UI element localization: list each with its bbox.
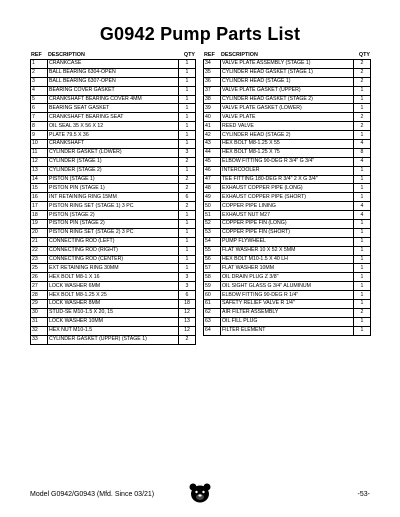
ref-cell: 62 — [204, 308, 221, 317]
qty-cell: 1 — [354, 282, 371, 291]
description-cell: PISTON (STAGE 1) — [48, 175, 179, 184]
ref-cell: 39 — [204, 104, 221, 113]
qty-cell: 1 — [354, 237, 371, 246]
ref-cell: 10 — [31, 140, 48, 149]
description-cell: ELBOW FITTING 90-DEG R 1/4" — [221, 291, 354, 300]
table-row — [31, 317, 196, 326]
table-row — [204, 131, 371, 140]
table-row — [204, 86, 371, 95]
ref-header: REF — [31, 52, 42, 58]
table-row — [31, 166, 196, 175]
table-row — [204, 273, 371, 282]
table-row — [31, 255, 196, 264]
ref-cell: 5 — [31, 95, 48, 104]
description-cell: SAFETY RELIEF VALVE R 1/4" — [221, 300, 354, 309]
description-cell: HEX BOLT M8-1.25 X 75 — [221, 148, 354, 157]
qty-cell: 2 — [179, 184, 196, 193]
description-cell: HEX BOLT M8-1.25 X 55 — [221, 140, 354, 149]
description-cell: OIL SEAL 35 X 56 X 12 — [48, 122, 179, 131]
ref-cell: 45 — [204, 157, 221, 166]
qty-header: QTY — [358, 52, 370, 58]
description-cell: PUMP FLYWHEEL — [221, 237, 354, 246]
description-cell: CRANKSHAFT BEARING SEAT — [48, 113, 179, 122]
ref-cell: 51 — [204, 211, 221, 220]
qty-cell: 1 — [179, 211, 196, 220]
table-row — [204, 104, 371, 113]
table-row — [204, 255, 371, 264]
qty-cell: 3 — [179, 148, 196, 157]
table-row — [31, 273, 196, 282]
description-cell: OIL DRAIN PLUG Z 3/8" — [221, 273, 354, 282]
ref-cell: 53 — [204, 228, 221, 237]
ref-cell: 36 — [204, 77, 221, 86]
qty-cell: 1 — [179, 60, 196, 69]
table-row — [31, 291, 196, 300]
table-row — [204, 291, 371, 300]
qty-cell: 1 — [179, 228, 196, 237]
ref-cell: 48 — [204, 184, 221, 193]
qty-cell: 1 — [179, 264, 196, 273]
ref-cell: 6 — [31, 104, 48, 113]
description-cell: FLAT WASHER 10MM — [221, 264, 354, 273]
description-header: DESCRIPTION — [221, 52, 258, 58]
description-cell: LOCK WASHER 6MM — [48, 282, 179, 291]
qty-cell: 1 — [179, 77, 196, 86]
ref-cell: 56 — [204, 255, 221, 264]
ref-cell: 28 — [31, 291, 48, 300]
ref-cell: 58 — [204, 273, 221, 282]
table-row — [31, 148, 196, 157]
qty-cell: 6 — [179, 193, 196, 202]
ref-cell: 40 — [204, 113, 221, 122]
description-cell: PISTON PIN (STAGE 1) — [48, 184, 179, 193]
description-cell: STUD-SE M10-1.5 X 20, 15 — [48, 308, 179, 317]
ref-cell: 2 — [31, 68, 48, 77]
ref-cell: 9 — [31, 131, 48, 140]
description-cell: PISTON (STAGE 2) — [48, 211, 179, 220]
description-cell: AIR FILTER ASSEMBLY — [221, 308, 354, 317]
qty-cell: 13 — [179, 317, 196, 326]
qty-cell: 1 — [354, 246, 371, 255]
ref-cell: 54 — [204, 237, 221, 246]
qty-cell: 4 — [354, 211, 371, 220]
grizzly-bear-logo — [188, 482, 212, 504]
description-cell: PISTON RING SET (STAGE 1) 3 PC — [48, 202, 179, 211]
ref-cell: 32 — [31, 326, 48, 335]
qty-cell: 1 — [354, 95, 371, 104]
table-row — [31, 86, 196, 95]
table-row — [204, 148, 371, 157]
qty-cell: 2 — [179, 157, 196, 166]
description-cell: CYLINDER (STAGE 2) — [48, 166, 179, 175]
description-cell: TEE FITTING 180-DEG R 3/4" 2 X G 3/4" — [221, 175, 354, 184]
qty-cell: 1 — [179, 113, 196, 122]
table-row — [31, 157, 196, 166]
table-row — [31, 335, 196, 344]
qty-cell: 6 — [179, 291, 196, 300]
ref-cell: 29 — [31, 300, 48, 309]
description-cell: REED VALVE — [221, 122, 354, 131]
description-cell: EXT RETAINING RING 30MM — [48, 264, 179, 273]
table-row — [204, 140, 371, 149]
description-cell: BEARING SEAT GASKET — [48, 104, 179, 113]
ref-cell: 3 — [31, 77, 48, 86]
qty-cell: 1 — [354, 264, 371, 273]
ref-cell: 4 — [31, 86, 48, 95]
table-row — [31, 264, 196, 273]
table-row — [31, 68, 196, 77]
table-row — [31, 131, 196, 140]
description-cell: VALVE PLATE GASKET (UPPER) — [221, 86, 354, 95]
qty-cell: 1 — [354, 184, 371, 193]
ref-cell: 8 — [31, 122, 48, 131]
table-row — [31, 175, 196, 184]
table-row — [204, 175, 371, 184]
description-cell: CYLINDER HEAD GASKET (STAGE 2) — [221, 95, 354, 104]
description-cell: CRANKSHAFT — [48, 140, 179, 149]
qty-cell: 1 — [354, 86, 371, 95]
table-row — [204, 202, 371, 211]
qty-cell: 1 — [179, 246, 196, 255]
ref-cell: 11 — [31, 148, 48, 157]
ref-cell: 44 — [204, 148, 221, 157]
table-row — [204, 211, 371, 220]
ref-cell: 13 — [31, 166, 48, 175]
description-cell: HEX NUT M10-1.5 — [48, 326, 179, 335]
qty-cell: 1 — [354, 326, 371, 335]
description-cell: FILTER ELEMENT — [221, 326, 354, 335]
table-row — [204, 264, 371, 273]
description-cell: COPPER PIPE FIN (SHORT) — [221, 228, 354, 237]
table-row — [204, 166, 371, 175]
qty-cell: 1 — [179, 104, 196, 113]
qty-cell: 3 — [179, 273, 196, 282]
ref-cell: 14 — [31, 175, 48, 184]
table-row — [204, 122, 371, 131]
table-row — [204, 220, 371, 229]
qty-cell: 12 — [179, 308, 196, 317]
ref-cell: 1 — [31, 60, 48, 69]
qty-cell: 1 — [179, 95, 196, 104]
description-cell: PLATE 79.5 X 36 — [48, 131, 179, 140]
ref-cell: 20 — [31, 228, 48, 237]
description-cell: CYLINDER HEAD (STAGE 1) — [221, 77, 354, 86]
table-row — [31, 193, 196, 202]
qty-cell: 1 — [354, 255, 371, 264]
qty-cell: 1 — [354, 175, 371, 184]
ref-cell: 7 — [31, 113, 48, 122]
ref-cell: 64 — [204, 326, 221, 335]
ref-cell: 18 — [31, 211, 48, 220]
table-row — [204, 95, 371, 104]
description-cell: INT RETAINING RING 15MM — [48, 193, 179, 202]
qty-cell: 2 — [179, 335, 196, 344]
qty-cell: 2 — [354, 60, 371, 69]
qty-cell: 4 — [354, 140, 371, 149]
table-row — [31, 308, 196, 317]
ref-cell: 57 — [204, 264, 221, 273]
description-cell: HEX BOLT M10-1.5 X 40 LH — [221, 255, 354, 264]
ref-cell: 52 — [204, 220, 221, 229]
page-number: -53- — [357, 491, 370, 498]
parts-list-right — [203, 51, 371, 336]
table-row — [31, 326, 196, 335]
table-row — [31, 237, 196, 246]
table-row — [204, 300, 371, 309]
description-cell: INTERCOOLER — [221, 166, 354, 175]
ref-cell: 30 — [31, 308, 48, 317]
qty-header: QTY — [183, 52, 195, 58]
table-row — [31, 228, 196, 237]
qty-cell: 1 — [179, 237, 196, 246]
qty-cell: 2 — [354, 68, 371, 77]
ref-cell: 21 — [31, 237, 48, 246]
qty-cell: 1 — [354, 228, 371, 237]
parts-table-header — [203, 51, 371, 59]
table-row — [31, 95, 196, 104]
description-cell: BALL BEARING 6307-OPEN — [48, 77, 179, 86]
description-header: DESCRIPTION — [48, 52, 85, 58]
description-cell: PISTON PIN (STAGE 2) — [48, 220, 179, 229]
qty-cell: 12 — [179, 326, 196, 335]
qty-cell: 2 — [354, 77, 371, 86]
ref-cell: 26 — [31, 273, 48, 282]
table-row — [204, 113, 371, 122]
qty-cell: 1 — [179, 220, 196, 229]
qty-cell: 4 — [354, 202, 371, 211]
table-row — [204, 246, 371, 255]
qty-cell: 2 — [354, 308, 371, 317]
qty-cell: 1 — [354, 317, 371, 326]
description-cell: CYLINDER GASKET (UPPER) (STAGE 1) — [48, 335, 179, 344]
description-cell: EXHAUST COPPER PIPE (SHORT) — [221, 193, 354, 202]
qty-cell: 18 — [179, 300, 196, 309]
table-row — [204, 308, 371, 317]
ref-cell: 27 — [31, 282, 48, 291]
model-footer: Model G0942/G0943 (Mfd. Since 03/21) — [30, 491, 155, 498]
parts-table-right — [203, 59, 371, 336]
description-cell: EXHAUST COPPER PIPE (LONG) — [221, 184, 354, 193]
description-cell: BALL BEARING 6304-OPEN — [48, 68, 179, 77]
description-cell: LOCK WASHER 8MM — [48, 300, 179, 309]
description-cell: VALVE PLATE — [221, 113, 354, 122]
ref-cell: 42 — [204, 131, 221, 140]
description-cell: COPPER PIPE FIN (LONG) — [221, 220, 354, 229]
table-row — [204, 326, 371, 335]
ref-cell: 43 — [204, 140, 221, 149]
description-cell: VALVE PLATE ASSEMBLY (STAGE 1) — [221, 60, 354, 69]
table-row — [31, 122, 196, 131]
qty-cell: 2 — [354, 122, 371, 131]
table-row — [31, 202, 196, 211]
ref-cell: 16 — [31, 193, 48, 202]
ref-cell: 31 — [31, 317, 48, 326]
table-row — [204, 282, 371, 291]
description-cell: PISTON RING SET (STAGE 2) 3 PC — [48, 228, 179, 237]
qty-cell: 1 — [179, 255, 196, 264]
table-row — [204, 193, 371, 202]
qty-cell: 1 — [354, 166, 371, 175]
description-cell: BEARING COVER GASKET — [48, 86, 179, 95]
ref-cell: 15 — [31, 184, 48, 193]
qty-cell: 2 — [179, 175, 196, 184]
description-cell: OIL SIGHT GLASS G 3/4" ALUMINUM — [221, 282, 354, 291]
qty-cell: 1 — [179, 166, 196, 175]
table-row — [204, 68, 371, 77]
table-row — [204, 317, 371, 326]
description-cell: ELBOW FITTING 90-DEG R 3/4" G 3/4" — [221, 157, 354, 166]
qty-cell: 1 — [179, 122, 196, 131]
table-row — [204, 77, 371, 86]
table-row — [204, 60, 371, 69]
description-cell: CYLINDER HEAD (STAGE 2) — [221, 131, 354, 140]
qty-cell: 1 — [354, 220, 371, 229]
parts-table-header — [30, 51, 196, 59]
table-row — [31, 300, 196, 309]
ref-cell: 38 — [204, 95, 221, 104]
ref-cell: 49 — [204, 193, 221, 202]
ref-cell: 35 — [204, 68, 221, 77]
description-cell: CONNECTING ROD (CENTER) — [48, 255, 179, 264]
ref-header: REF — [204, 52, 215, 58]
qty-cell: 3 — [179, 282, 196, 291]
qty-cell: 1 — [354, 104, 371, 113]
qty-cell: 1 — [354, 273, 371, 282]
table-row — [31, 211, 196, 220]
table-row — [31, 60, 196, 69]
ref-cell: 22 — [31, 246, 48, 255]
table-row — [204, 237, 371, 246]
table-row — [204, 228, 371, 237]
qty-cell: 1 — [179, 68, 196, 77]
qty-cell: 1 — [179, 131, 196, 140]
table-row — [31, 113, 196, 122]
qty-cell: 2 — [354, 113, 371, 122]
qty-cell: 1 — [354, 131, 371, 140]
ref-cell: 50 — [204, 202, 221, 211]
qty-cell: 1 — [354, 193, 371, 202]
description-cell: CONNECTING ROD (LEFT) — [48, 237, 179, 246]
ref-cell: 41 — [204, 122, 221, 131]
qty-cell: 1 — [179, 86, 196, 95]
ref-cell: 60 — [204, 291, 221, 300]
description-cell: CYLINDER (STAGE 1) — [48, 157, 179, 166]
ref-cell: 61 — [204, 300, 221, 309]
description-cell: HEX BOLT M8-1 X 16 — [48, 273, 179, 282]
table-row — [31, 184, 196, 193]
table-row — [204, 157, 371, 166]
ref-cell: 34 — [204, 60, 221, 69]
ref-cell: 33 — [31, 335, 48, 344]
ref-cell: 19 — [31, 220, 48, 229]
ref-cell: 23 — [31, 255, 48, 264]
table-row — [31, 246, 196, 255]
description-cell: HEX BOLT M8-1.25 X 25 — [48, 291, 179, 300]
qty-cell: 8 — [354, 148, 371, 157]
table-row — [31, 104, 196, 113]
table-row — [31, 140, 196, 149]
ref-cell: 55 — [204, 246, 221, 255]
ref-cell: 37 — [204, 86, 221, 95]
table-row — [204, 184, 371, 193]
description-cell: CYLINDER GASKET (LOWER) — [48, 148, 179, 157]
table-row — [31, 220, 196, 229]
description-cell: CRANKSHAFT BEARING COVER 4MM — [48, 95, 179, 104]
ref-cell: 46 — [204, 166, 221, 175]
parts-list-left — [30, 51, 196, 345]
page-title: G0942 Pump Parts List — [99, 24, 301, 44]
table-row — [31, 282, 196, 291]
ref-cell: 63 — [204, 317, 221, 326]
description-cell: VALVE PLATE GASKET (LOWER) — [221, 104, 354, 113]
ref-cell: 59 — [204, 282, 221, 291]
qty-cell: 4 — [354, 157, 371, 166]
qty-cell: 1 — [354, 291, 371, 300]
table-row — [31, 77, 196, 86]
description-cell: CYLINDER HEAD GASKET (STAGE 1) — [221, 68, 354, 77]
description-cell: OIL FILL PLUG — [221, 317, 354, 326]
description-cell: EXHAUST NUT M27 — [221, 211, 354, 220]
description-cell: FLAT WASHER 10 X 52 X 5MM — [221, 246, 354, 255]
description-cell: LOCK WASHER 10MM — [48, 317, 179, 326]
description-cell: CRANKCASE — [48, 60, 179, 69]
ref-cell: 47 — [204, 175, 221, 184]
qty-cell: 1 — [179, 140, 196, 149]
qty-cell: 2 — [179, 202, 196, 211]
parts-table-left — [30, 59, 196, 345]
description-cell: COPPER PIPE LINING — [221, 202, 354, 211]
ref-cell: 12 — [31, 157, 48, 166]
qty-cell: 1 — [354, 300, 371, 309]
description-cell: CONNECTING ROD (RIGHT) — [48, 246, 179, 255]
ref-cell: 17 — [31, 202, 48, 211]
ref-cell: 25 — [31, 264, 48, 273]
